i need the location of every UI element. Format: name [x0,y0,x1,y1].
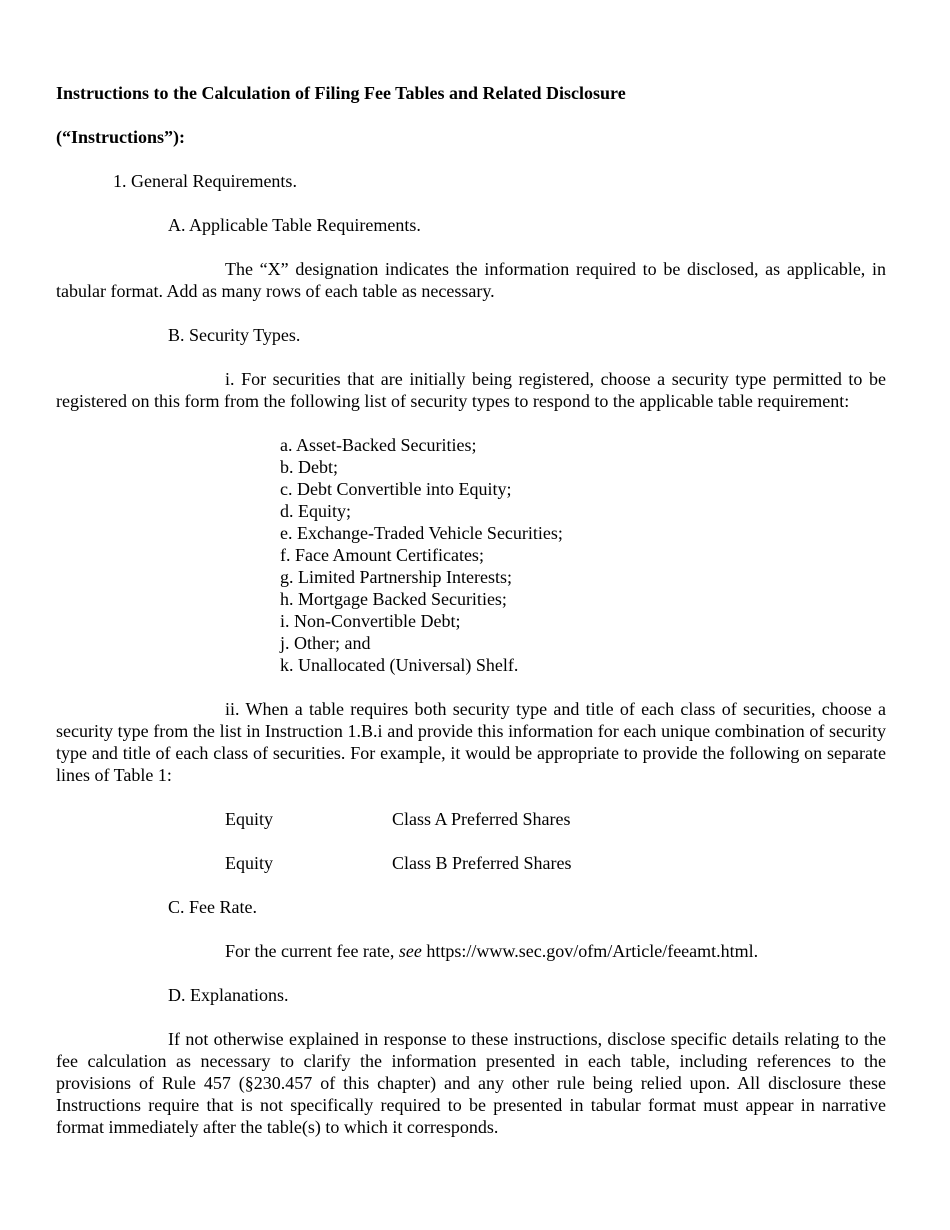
list-item: j. Other; and [280,633,371,653]
list-item: k. Unallocated (Universal) Shelf. [280,655,519,675]
document-subtitle: (“Instructions”): [56,127,185,147]
list-item: g. Limited Partnership Interests; [280,567,512,587]
section-b-item-ii: ii. When a table requires both security type and title of each class of securities, choose a security type from the list in Instruction 1.B.i and provide this information for each unique combination of security type and title of each class of securities. For example, it would be appropriate to provide the following on separate lines of Table 1: [56,699,886,785]
list-item: h. Mortgage Backed Securities; [280,589,507,609]
fee-rate-text-start: For the current fee rate, [225,941,399,961]
section-d-text: If not otherwise explained in response to these instructions, disclose specific details relating to the fee calculation as necessary to clarify the information presented in each table, including references to the provisions of Rule 457 (§230.457 of this chapter) and any other rule being relied upon. All disclosure these Instructions require that is not specifically required to be presented in tabular format must appear in narrative format immediately after the table(s) to which it corresponds. [56,1029,886,1137]
section-1-heading: 1. General Requirements. [113,171,297,191]
list-item: e. Exchange-Traded Vehicle Securities; [280,523,563,543]
document-page [56,82,886,1138]
example-security-type: Equity [225,853,273,873]
security-types-list [56,434,886,676]
example-row [56,808,886,830]
section-c-text [56,940,886,962]
list-item: b. Debt; [280,457,338,477]
section-c-heading: C. Fee Rate. [168,897,257,917]
list-item: f. Face Amount Certificates; [280,545,484,565]
section-b-heading: B. Security Types. [168,325,301,345]
document-title: Instructions to the Calculation of Filing Fee Tables and Related Disclosure [56,83,626,103]
section-d-heading: D. Explanations. [168,985,289,1005]
example-class-title: Class A Preferred Shares [392,809,571,829]
example-row [56,852,886,874]
fee-rate-text-end: https://www.sec.gov/ofm/Article/feeamt.html. [421,941,759,961]
section-b-item-i: i. For securities that are initially being registered, choose a security type permitted to be registered on this form from the following list of security types to respond to the applicable table requirement: [56,369,886,411]
list-item: d. Equity; [280,501,351,521]
list-item: i. Non-Convertible Debt; [280,611,461,631]
list-item: a. Asset-Backed Securities; [280,435,477,455]
section-a-text: The “X” designation indicates the information required to be disclosed, as applicable, in tabular format. Add as many rows of each table as necessary. [56,259,886,301]
example-security-type: Equity [225,809,273,829]
example-class-title: Class B Preferred Shares [392,853,572,873]
fee-rate-see: see [398,941,422,961]
list-item: c. Debt Convertible into Equity; [280,479,512,499]
section-a-heading: A. Applicable Table Requirements. [168,215,421,235]
